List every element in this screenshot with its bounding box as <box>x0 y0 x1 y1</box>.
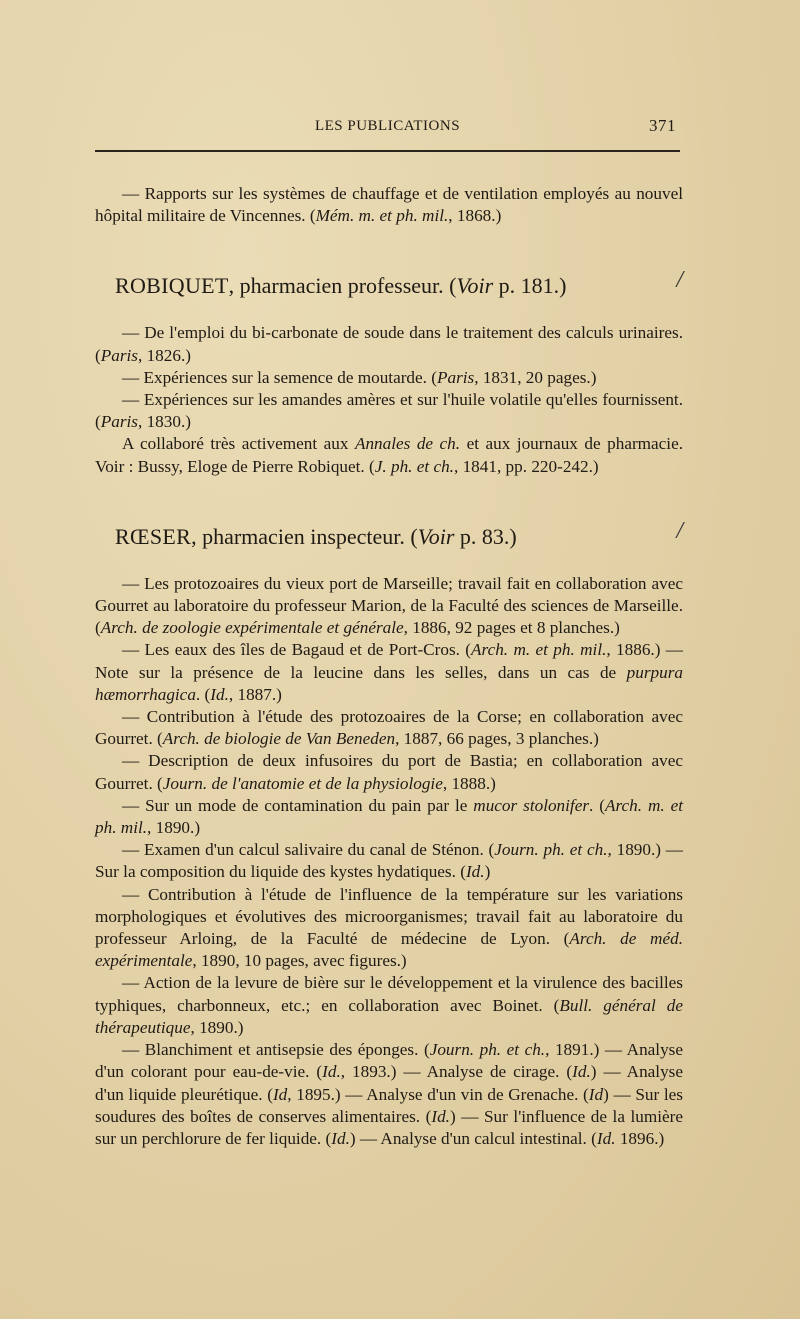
page-number: 371 <box>649 116 676 135</box>
header-rule <box>95 150 680 152</box>
entry-vincennes: — Rapports sur les systèmes de chauffage et de ventilation employés au nouvel hôpital militaire de Vincennes. (Mém. m. et ph. mil., 1868.) <box>95 184 683 226</box>
entry-robiquet-4: A collaboré très activement aux Annales de ch. et aux journaux de pharmacie. Voir : Bussy, Eloge de Pierre Robiquet. (J. ph. et ch., 1841, pp. 220-242.) <box>95 434 683 476</box>
author-name: RŒSER <box>115 523 192 549</box>
entry-robiquet-1: — De l'emploi du bi-carbonate de soude dans le traitement des calculs urinaires. (Paris, 1826.) <box>95 323 683 365</box>
entry-roeser-7: — Contribution à l'étude de l'influence de la température sur les variations morphologiques et évolutives des microorganismes; travail fait au laboratoire du professeur Arloing, de la Faculté de médecine de Lyon. (Arch. de méd. expérimentale, 1890, 10 pages, avec figures.) <box>95 884 683 971</box>
entry-roeser-1: — Les protozoaires du vieux port de Marseille; travail fait en collaboration avec Gourret au laboratoire du professeur Marion, de la Faculté des sciences de Marseille. (Arch. de zoologie expérimentale et générale, 1886, 92 pages et 8 planches.) <box>95 573 683 638</box>
entry-roeser-5: — Sur un mode de contamination du pain par le mucor stolonifer. (Arch. m. et ph. mil., 1890.) <box>95 795 684 838</box>
heading-robiquet: ROBIQUET, pharmacien professeur. (Voir p. 181.) / <box>115 267 683 299</box>
entry-roeser-6: — Examen d'un calcul salivaire du canal de Sténon. (Journ. ph. et ch., 1890.) — Sur la composition du liquide des kystes hydatiques. (Id.) <box>95 840 683 882</box>
author-name: ROBIQUET <box>115 273 229 299</box>
entry-roeser-9: — Blanchiment et antisepsie des éponges. (Journ. ph. et ch., 1891.) — Analyse d'un colorant pour eau-de-vie. (Id., 1893.) — Analyse de cirage. (Id.) — Analyse d'un liquide pleurétique. (Id, 1895.) — Analyse d'un vin de Grenache. (Id) — Sur les soudures des boîtes de conserves alimentaires. (Id.) — Sur l'influence de la lumière sur un perchlorure de fer liquide. (Id.) — Analyse d'un calcul intestinal. (Id. 1896.) <box>95 1040 683 1148</box>
entry-roeser-4: — Description de deux infusoires du port de Bastia; en collaboration avec Gourret. (Journ. de l'anatomie et de la physiologie, 1888.) <box>95 751 683 793</box>
page-body <box>95 183 683 1150</box>
entry-roeser-2: — Les eaux des îles de Bagaud et de Port-Cros. (Arch. m. et ph. mil., 1886.) — Note sur la présence de la leucine dans les selles, dans un cas de purpura hæmorrhagica. (Id., 1887.) <box>95 640 683 704</box>
entry-robiquet-3: — Expériences sur les amandes amères et sur l'huile volatile qu'elles fournissent. (Paris, 1830.) <box>95 390 683 432</box>
entry-robiquet-2: — Expériences sur la semence de moutarde. (Paris, 1831, 20 pages.) <box>122 367 597 387</box>
heading-roeser: RŒSER, pharmacien inspecteur. (Voir p. 83.) / <box>115 517 683 549</box>
running-header <box>95 118 680 144</box>
check-mark: / <box>676 517 683 544</box>
check-mark: / <box>676 267 683 294</box>
entry-roeser-8: — Action de la levure de bière sur le développement et la virulence des bacilles typhiques, charbonneux, etc.; en collaboration avec Boinet. (Bull. général de thérapeutique, 1890.) <box>95 973 683 1037</box>
running-title: LES PUBLICATIONS <box>314 118 461 134</box>
entry-roeser-3: — Contribution à l'étude des protozoaires de la Corse; en collaboration avec Gourret. (Arch. de biologie de Van Beneden, 1887, 66 pages, 3 planches.) <box>95 707 683 749</box>
